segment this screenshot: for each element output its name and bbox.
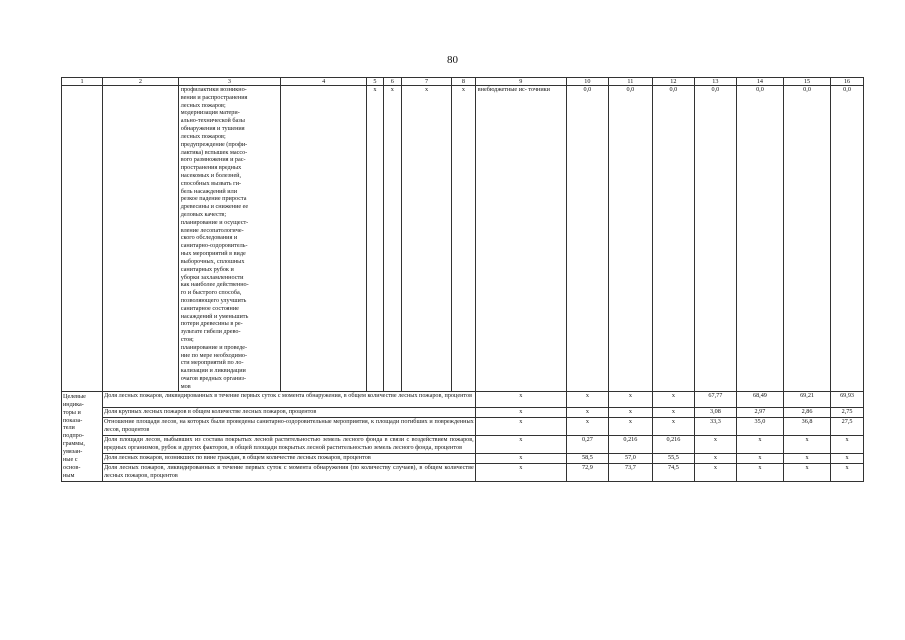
indicator-row [62,391,864,407]
indicator-value-14: 2,97 [736,408,783,418]
indicator-value-11: х [608,417,652,435]
cell-6: х [383,86,401,392]
indicators-label-line: граммы, [63,440,85,448]
description-line: резкое падение прироста [180,195,247,203]
indicators-label-line: Целевые [63,392,86,400]
empty-cell [281,86,367,392]
indicator-row [62,417,864,435]
description-line: позволяющего улучшить [180,296,247,304]
header-cell: 1 [62,78,103,86]
indicator-value-16: х [831,435,864,453]
indicator-text: Доля лесных пожаров, возникших по вине граждан, в общем количестве лесных пожаров, процентов [102,454,475,464]
header-cell: 2 [102,78,178,86]
indicator-value-13: х [694,463,736,481]
indicator-value-13: х [694,454,736,464]
header-cell: 4 [281,78,367,86]
description-line: кализации и ликвидации [180,367,246,375]
indicator-value-9: х [475,454,566,464]
description-line: пространения вредных [180,164,242,172]
indicator-row [62,463,864,481]
indicator-text: Доля крупных лесных пожаров в общем количестве лесных пожаров, процентов [102,408,475,418]
indicator-value-9: х [475,408,566,418]
indicator-value-10: х [566,417,608,435]
description-line: мов [180,382,191,390]
description-line: санитарных рубок и [180,265,234,273]
indicator-value-9: х [475,463,566,481]
description-line: планирование и осущест- [180,218,249,226]
indicators-label-line: показа- [63,416,83,424]
indicator-value-16: 2,75 [831,408,864,418]
program-table [61,77,864,482]
indicator-value-9: х [475,435,566,453]
header-cell: 3 [178,78,280,86]
description-line: вление лесопатологиче- [180,226,244,234]
value-11: 0,0 [608,86,652,392]
indicators-label-line: подпро- [63,432,84,440]
description-line: сти мероприятий по ло- [180,359,244,367]
indicator-value-13: х [694,435,736,453]
indicator-value-9: х [475,417,566,435]
description-line: насекомых и болезней, [180,171,242,179]
description-line: бель насаждений или [180,187,238,195]
description-line: вого размножения и рас- [180,156,246,164]
indicator-value-15: 69,21 [783,391,830,407]
cell-5: х [367,86,383,392]
value-15: 0,0 [783,86,830,392]
header-cell: 16 [831,78,864,86]
indicator-value-12: х [652,417,694,435]
description-line: насаждений и уменьшить [180,312,249,320]
description-line: деловых качеств; [180,211,227,218]
indicator-value-10: х [566,408,608,418]
description-line: вения и распространения [180,93,248,101]
indicators-label-line: основ- [63,464,81,472]
description-line: выборочных, сплошных [180,257,245,265]
header-cell: 9 [475,78,566,86]
indicator-value-14: х [736,463,783,481]
empty-cell [62,86,103,392]
header-cell: 14 [736,78,783,86]
description-line: ского обследования и [180,234,238,242]
indicator-value-13: 33,3 [694,417,736,435]
header-cell: 10 [566,78,608,86]
indicators-label-line: ным [63,472,75,480]
description-line: планирование и проведе- [180,343,248,351]
indicator-value-10: 72,9 [566,463,608,481]
header-row [62,78,864,86]
indicator-value-15: 36,8 [783,417,830,435]
header-cell: 13 [694,78,736,86]
description-line: стоя; [180,336,194,343]
indicator-value-12: х [652,391,694,407]
measure-description [178,86,280,392]
description-line: ных мероприятий в виде [180,250,246,258]
measures-row [62,86,864,392]
indicator-row [62,408,864,418]
indicator-value-14: 35,0 [736,417,783,435]
header-cell: 12 [652,78,694,86]
indicator-value-11: 0,216 [608,435,652,453]
description-line: лактика) вспышек массо- [180,148,248,156]
description-line: потери древесины в ре- [180,320,243,328]
value-10: 0,0 [566,86,608,392]
cell-8: х [452,86,476,392]
page-number: 80 [447,54,458,66]
description-line: го и быстрого способа, [180,289,242,297]
description-line: древесины и снижение ее [180,203,249,211]
indicator-value-16: х [831,454,864,464]
value-13: 0,0 [694,86,736,392]
indicator-value-10: 0,27 [566,435,608,453]
indicator-value-16: х [831,463,864,481]
indicators-label [62,391,103,481]
description-line: зультате гибели древо- [180,328,241,336]
indicator-value-14: х [736,454,783,464]
description-line: способных вызвать ги- [180,179,242,187]
indicator-row [62,454,864,464]
header-cell: 5 [367,78,383,86]
indicator-value-12: 55,5 [652,454,694,464]
indicators-label-line: увязан- [63,448,83,456]
indicator-value-14: 68,49 [736,391,783,407]
description-line: предупреждение (профи- [180,140,248,148]
description-line: санитарно-оздоровитель- [180,242,248,250]
indicator-value-12: 74,5 [652,463,694,481]
indicator-value-12: 0,216 [652,435,694,453]
header-cell: 7 [402,78,452,86]
indicator-value-15: х [783,463,830,481]
indicator-value-12: х [652,408,694,418]
indicator-value-16: 69,93 [831,391,864,407]
value-16: 0,0 [831,86,864,392]
description-line: модернизация матери- [180,109,240,117]
funding-source: внебюджетные ис- точники [475,86,566,392]
indicator-value-11: 57,0 [608,454,652,464]
description-line: лесных пожаров; [180,101,226,109]
value-14: 0,0 [736,86,783,392]
description-line: ально-технической базы [180,117,245,125]
indicator-value-9: х [475,391,566,407]
indicator-row [62,435,864,453]
indicators-label-line: индика- [63,400,84,408]
value-12: 0,0 [652,86,694,392]
indicators-label-line: торы и [63,408,81,416]
header-cell: 8 [452,78,476,86]
indicator-value-14: х [736,435,783,453]
header-cell: 6 [383,78,401,86]
indicator-text: Доля площади лесов, выбывших из состава покрытых лесной растительностью земель лесного фонда в связи с воздействием пожаров, вредных организмов, рубок и других факторов, в общей площади покрытых лесной растительностью земель лесного фонда, процентов [102,435,475,453]
indicator-value-15: х [783,454,830,464]
indicator-value-11: х [608,408,652,418]
indicator-value-10: х [566,391,608,407]
description-line: очагов вредных организ- [180,375,247,383]
indicator-value-15: 2,86 [783,408,830,418]
header-cell: 11 [608,78,652,86]
description-line: санитарное состояние [180,304,239,312]
description-line: профилактики возникно- [180,86,247,93]
indicator-value-11: х [608,391,652,407]
cell-7: х [402,86,452,392]
indicator-value-13: 3,08 [694,408,736,418]
indicator-text: Отношение площади лесов, на которых были проведены санитарно-оздоровительные мероприятия, к площади погибших и поврежденных лесов, процентов [102,417,475,435]
description-line: обнаружения и тушения [180,125,245,133]
indicator-value-10: 58,5 [566,454,608,464]
description-line: лесных пожаров; [180,132,226,140]
description-line: ние по мере необходимо- [180,351,248,359]
header-cell: 15 [783,78,830,86]
empty-cell [102,86,178,392]
indicator-value-13: 67,77 [694,391,736,407]
indicator-value-15: х [783,435,830,453]
indicator-value-16: 27,5 [831,417,864,435]
indicator-text: Доля лесных пожаров, ликвидированных в течение первых суток с момента обнаружения (по количеству случаев), в общем количестве лесных пожаров, процентов [102,463,475,481]
description-line: как наиболее действенно- [180,281,249,289]
indicators-label-line: тели [63,424,75,432]
indicators-label-line: ные с [63,456,78,464]
description-line: уборки захламленности [180,273,244,281]
indicator-text: Доля лесных пожаров, ликвидированных в течение первых суток с момента обнаружения, в общем количестве лесных пожаров, процентов [102,391,475,407]
indicator-value-11: 73,7 [608,463,652,481]
